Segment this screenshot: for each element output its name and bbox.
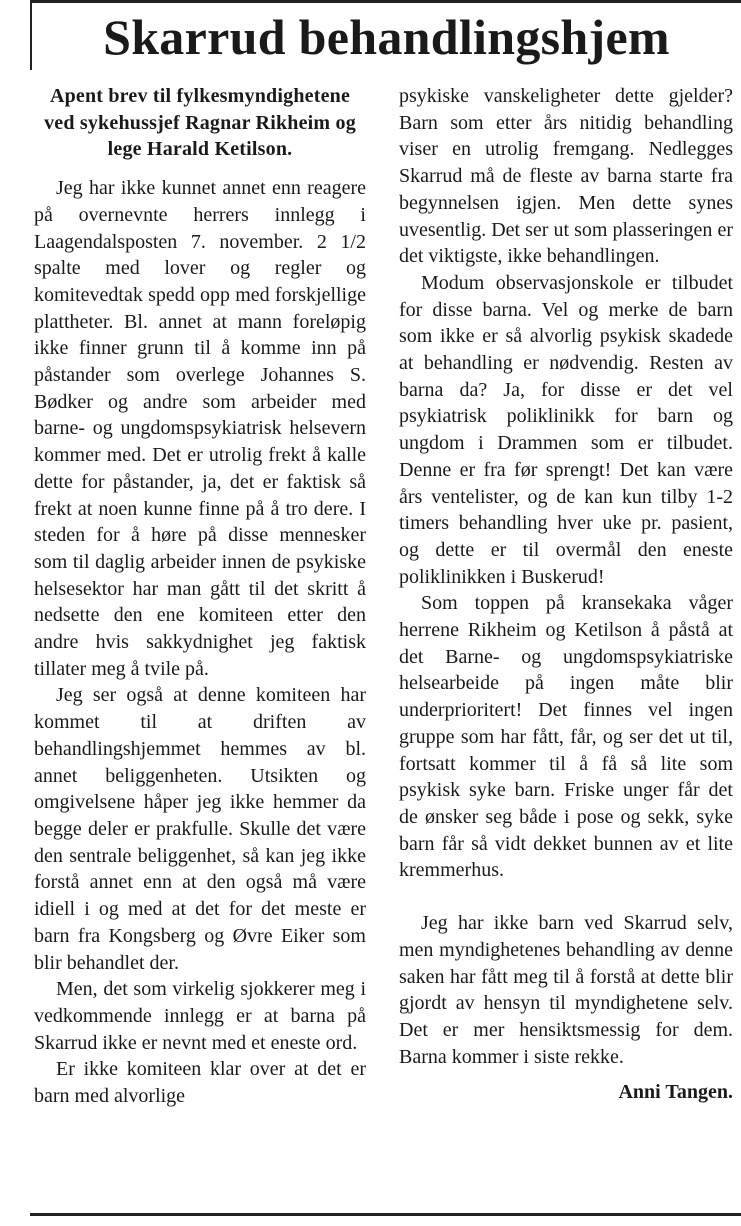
left-column <box>34 83 366 1110</box>
body-paragraph: Jeg har ikke barn ved Skarrud selv, men myndighetenes behandling av denne saken har fått meg til å forstå at dette blir gjordt av hensyn til myndighetene selv. Det er mer hensiktsmessig for dem. Barna kommer i siste rekke. <box>399 912 733 1068</box>
body-paragraph: Modum observasjonskole er tilbudet for disse barna. Vel og merke de barn som ikke er så alvorlig psykisk skadede at behandling er nødvendig. Resten av barna da? Ja, for disse er det vel psykiatrisk poliklinikk for barn og ungdom i Drammen som er tilbudet. Denne er fra før sprengt! Det kan være års ventelister, og de kan kun tilby 1-2 timers behandling hver uke pr. pasient, og dette er til overmål den eneste poliklinikken i Buskerud! <box>399 271 733 588</box>
body-paragraph: Er ikke komiteen klar over at det er barn med alvorlige <box>34 1058 366 1108</box>
body-paragraph: Som toppen på kransekaka våger herrene Rikheim og Ketilson å påstå at det Barne- og ungdomspsykiatriske helsearbeide på ingen måte blir underprioritert! Det finnes vel ingen gruppe som har fått, får, og ser det ut til, fortsatt kommer til å få så lite som psykisk syke barn. Friske unger får det de ønsker seg både i pose og sekk, syke barn får så vidt dekket bunnen av et lite kremmerhus. <box>399 592 733 882</box>
body-paragraph: Men, det som virkelig sjokkerer meg i vedkommende innlegg er at barna på Skarrud ikke er nevnt med et eneste ord. <box>34 978 366 1054</box>
body-paragraph: psykiske vanskeligheter dette gjelder? Barn som etter års nitidig behandling viser en utrolig fremgang. Nedlegges Skarrud må de fleste av barna starte fra begynnelsen igjen. Men dette synes uvesentlig. Det ser ut som plasseringen er det viktigste, ikke behandlingen. <box>399 85 733 268</box>
right-column <box>399 83 733 1106</box>
bottom-rule <box>30 1213 741 1216</box>
body-paragraph: Jeg ser også at denne komiteen har kommet til at driften av behandlingshjemmet hemmes av bl. annet beliggenheten. Utsikten og omgivelsene håper jeg ikke hemmer da begge deler er prakfulle. Skulle det være den sentrale beliggenhet, så kan jeg ikke forstå annet enn at den også må være idiell i og med at det for det meste er barn fra Kongsberg og Øvre Eiker som blir behandlet der. <box>34 684 366 974</box>
signature: Anni Tangen. <box>618 1081 733 1104</box>
headline: Skarrud behandlingshjem <box>103 9 670 65</box>
body-paragraph: Jeg har ikke kunnet annet enn reagere på overnevnte herrers innlegg i Laagendalsposten 7. november. 2 1/2 spalte med lover og regler og komitevedtak spedd opp med forskjellige plattheter. Bl. annet at mann foreløpig ikke finner grunn til å komme inn på påstander som overlege Johannes S. Bødker og andre som arbeider med barne- og ungdomspsykiatrisk helsevern kommer med. Det er utrolig frekt å kalle dette for påstander, ja, det er faktisk så frekt at noen kunne finne på å tro dere. I steden for å høre på disse mennesker som til daglig arbeider innen de psykiske helsesektor har man gått til det skritt å nedsette den ene komiteen etter den andre hvis sakkydnighet jeg faktisk tillater meg å tvile på. <box>34 177 366 680</box>
intro-lead: Apent brev til fylkesmyndighetene ved sykehussjef Ragnar Rikheim og lege Harald Ketilson. <box>44 85 356 161</box>
